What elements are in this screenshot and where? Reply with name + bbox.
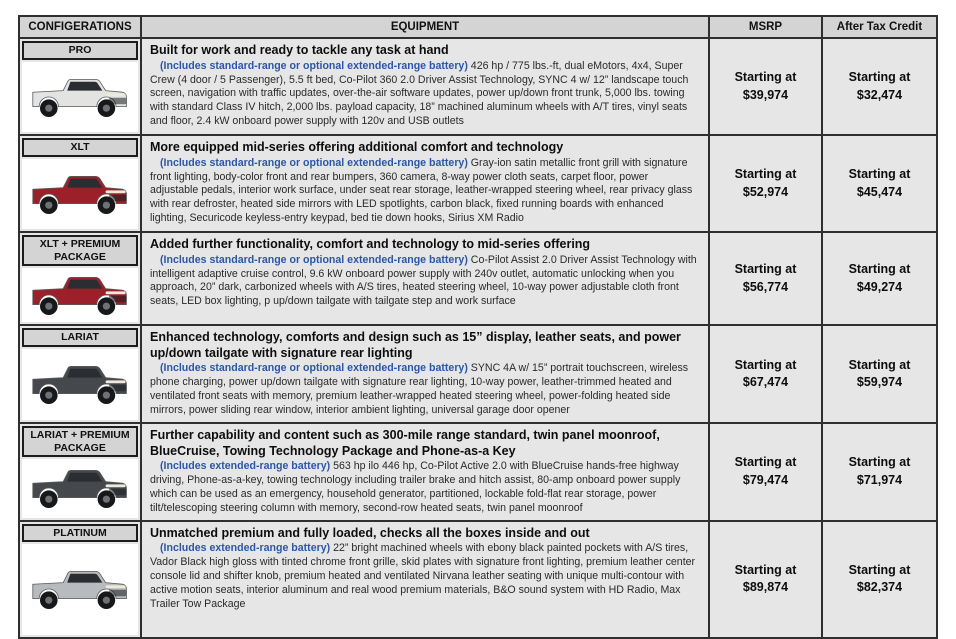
msrp-starting-at-label: Starting at <box>734 562 797 577</box>
battery-note: (Includes standard-range or optional extended-range battery) <box>160 362 468 375</box>
trim-name-label: PLATINUM <box>22 524 138 543</box>
trim-name-label: PRO <box>22 41 138 60</box>
msrp-price: $39,974 <box>742 87 789 102</box>
header-after-tax-credit: After Tax Credit <box>836 21 923 33</box>
equipment-details: 22” bright machined wheels with ebony black painted pockets with A/S tires, Vador Black high gloss with tinted chrome front grille, skid plates with signature front lighting, premium leather center console lid and shifter knob, premium heated and ventilated Nirvana leather seating with unique multi-contour with active motion seats, interior aluminum and real wood premium materials, B&O sound system with HD Radio, Max Trailer Tow Package <box>150 542 696 610</box>
truck-icon <box>28 167 132 221</box>
equipment-title: Added further functionality, comfort and technology to mid-series offering <box>150 237 591 251</box>
equipment-title: Further capability and content such as 300-mile range standard, twin panel moonroof, BlueCruise, Towing Technology Package and Phone-as-a Key <box>150 427 660 458</box>
header-configurations: CONFIGERATIONS <box>20 17 142 37</box>
truck-image <box>22 268 138 322</box>
msrp-cell <box>710 326 823 422</box>
battery-note: (Includes standard-range or optional extended-range battery) <box>160 156 468 169</box>
equipment-details: 426 hp / 775 lbs.-ft, dual eMotors, 4x4, Super Crew (4 door / 5 Passenger), 5.5 ft bed, Co-Pilot 360 2.0 Driver Assist Technology, SYNC 4 w/ 12” landscape touch screen, navigation with traffic updates, over-the-air software updates, power up/down front trunk, 5,000 lbs. towing with standard Class IV hitch, 2,000 lbs. payload capacity, 18” machined aluminum wheels with A/T tires, vinyl seats and floor, 2.4 kW onboard power supply with 120v and USB outlets <box>150 59 689 128</box>
after-tax-starting-at-label: Starting at <box>848 455 911 470</box>
header-equipment: EQUIPMENT <box>142 17 710 37</box>
after-tax-starting-at-label: Starting at <box>848 262 911 277</box>
equipment-title: More equipped mid-series offering additional comfort and technology <box>150 140 564 154</box>
table-row <box>20 326 936 424</box>
msrp-price: $89,874 <box>742 580 789 595</box>
equipment-description <box>150 254 698 310</box>
equipment-cell <box>142 233 710 324</box>
equipment-details: Gray-ion satin metallic front grill with signature front lighting, body-color front and rear bumpers, 360 camera, 8-way power cloth seats, carpet floor, power adjustable pedals, interior work surface, under seat rear storage, leather-wrapped steering wheel, rear privacy glass with rear defroster, heated side mirrors with LED spotlights, carbon black, fixed running boards with enhanced lighting, Securicode keyless-entry keypad, bed tie down hooks, Sirius XM Radio <box>150 156 693 225</box>
battery-note: (Includes standard-range or optional extended-range battery) <box>160 253 468 266</box>
trim-name-label: LARIAT + PREMIUM PACKAGE <box>22 426 138 457</box>
table-row <box>20 233 936 326</box>
table-row <box>20 136 936 233</box>
trim-name-label: XLT <box>22 138 138 157</box>
truck-image <box>22 349 138 420</box>
msrp-price: $56,774 <box>742 279 789 294</box>
msrp-starting-at-label: Starting at <box>734 70 797 84</box>
msrp-starting-at-label: Starting at <box>734 357 797 372</box>
truck-icon <box>28 461 132 515</box>
after-tax-price: $59,974 <box>856 375 903 390</box>
after-tax-starting-at-label: Starting at <box>848 167 911 181</box>
after-tax-credit-cell <box>823 522 936 637</box>
after-tax-starting-at-label: Starting at <box>848 70 911 84</box>
trim-name-label: LARIAT <box>22 328 138 347</box>
equipment-cell <box>142 39 710 134</box>
configuration-cell <box>20 233 142 324</box>
equipment-description <box>150 460 698 516</box>
equipment-description <box>150 157 698 226</box>
msrp-cell <box>710 424 823 520</box>
table-row <box>20 522 936 637</box>
table-body <box>20 39 936 637</box>
truck-image <box>22 459 138 518</box>
after-tax-starting-at-label: Starting at <box>848 357 911 372</box>
equipment-description <box>150 542 698 611</box>
battery-note: (Includes extended-range battery) <box>160 542 331 555</box>
configuration-cell <box>20 39 142 134</box>
configuration-cell <box>20 522 142 637</box>
after-tax-credit-cell <box>823 424 936 520</box>
after-tax-price: $49,274 <box>856 279 903 294</box>
truck-image <box>22 62 138 132</box>
equipment-cell <box>142 522 710 637</box>
trim-name-label: XLT + PREMIUM PACKAGE <box>22 235 138 266</box>
equipment-cell <box>142 136 710 231</box>
equipment-title: Built for work and ready to tackle any task at hand <box>150 43 449 57</box>
after-tax-price: $45,474 <box>856 184 903 199</box>
after-tax-price: $82,374 <box>856 580 903 595</box>
equipment-cell <box>142 326 710 422</box>
equipment-cell <box>142 424 710 520</box>
truck-icon <box>28 357 132 411</box>
configuration-cell <box>20 424 142 520</box>
msrp-starting-at-label: Starting at <box>734 455 797 470</box>
battery-note: (Includes extended-range battery) <box>160 460 331 473</box>
after-tax-credit-cell <box>823 233 936 324</box>
equipment-details: SYNC 4A w/ 15” portrait touchscreen, wireless phone charging, power up/down tailgate with signature rear lighting, 10-way power, leather-trimmed heated and ventilated front seats with memory, premium leather-wrapped heated steering wheel, power-folding heated side mirrors, power sliding rear window, interior ambient lighting, universal garage door opener <box>150 362 689 417</box>
truck-image <box>22 544 138 634</box>
after-tax-credit-cell <box>823 39 936 134</box>
msrp-price: $79,474 <box>742 472 789 487</box>
equipment-description <box>150 362 698 418</box>
msrp-starting-at-label: Starting at <box>734 167 797 181</box>
table-row <box>20 424 936 522</box>
msrp-cell <box>710 522 823 637</box>
after-tax-starting-at-label: Starting at <box>848 562 911 577</box>
pricing-sheet <box>18 15 938 639</box>
table-row <box>20 39 936 136</box>
equipment-description <box>150 60 698 129</box>
equipment-details: Co-Pilot Assist 2.0 Driver Assist Technology with intelligent adaptive cruise control, 9.6 kW onboard power supply with 240v outlet, automatic unlocking when you approach, 20” dark, carbonized wheels with A/S tires, heated steering wheel, 10-way power adjustable cloth front seats, LED box lighting, p up/down tailgate with tailgate step and work surface <box>150 253 697 308</box>
msrp-cell <box>710 136 823 231</box>
msrp-starting-at-label: Starting at <box>734 262 797 277</box>
after-tax-price: $32,474 <box>856 87 903 102</box>
after-tax-credit-cell <box>823 136 936 231</box>
configuration-cell <box>20 326 142 422</box>
equipment-details: 563 hp ilo 446 hp, Co-Pilot Active 2.0 with BlueCruise hands-free highway driving, Phone-as-a-key, towing technology including trailer brake and hitch assist, 80-amp onboard power supply which can be used as an emergency, household generator, partitioned, lockable fold-flat rear storage, power tilt/telescoping steering column with memory, second-row heated seats, twin panel moonroof <box>150 460 681 514</box>
table-header-row <box>20 17 936 39</box>
after-tax-price: $71,974 <box>856 472 903 487</box>
equipment-title: Unmatched premium and fully loaded, checks all the boxes inside and out <box>150 525 590 540</box>
msrp-price: $52,974 <box>742 184 789 199</box>
battery-note: (Includes standard-range or optional extended-range battery) <box>160 59 468 72</box>
header-msrp: MSRP <box>710 17 823 37</box>
after-tax-credit-cell <box>823 326 936 422</box>
configuration-cell <box>20 136 142 231</box>
msrp-price: $67,474 <box>742 375 789 390</box>
truck-icon <box>28 562 132 616</box>
truck-icon <box>28 268 132 322</box>
msrp-cell <box>710 233 823 324</box>
equipment-title: Enhanced technology, comforts and design such as 15” display, leather seats, and power up/down tailgate with signature rear lighting <box>150 330 681 360</box>
truck-icon <box>28 70 132 124</box>
trim-pricing-table <box>18 15 938 639</box>
truck-image <box>22 159 138 229</box>
msrp-cell <box>710 39 823 134</box>
